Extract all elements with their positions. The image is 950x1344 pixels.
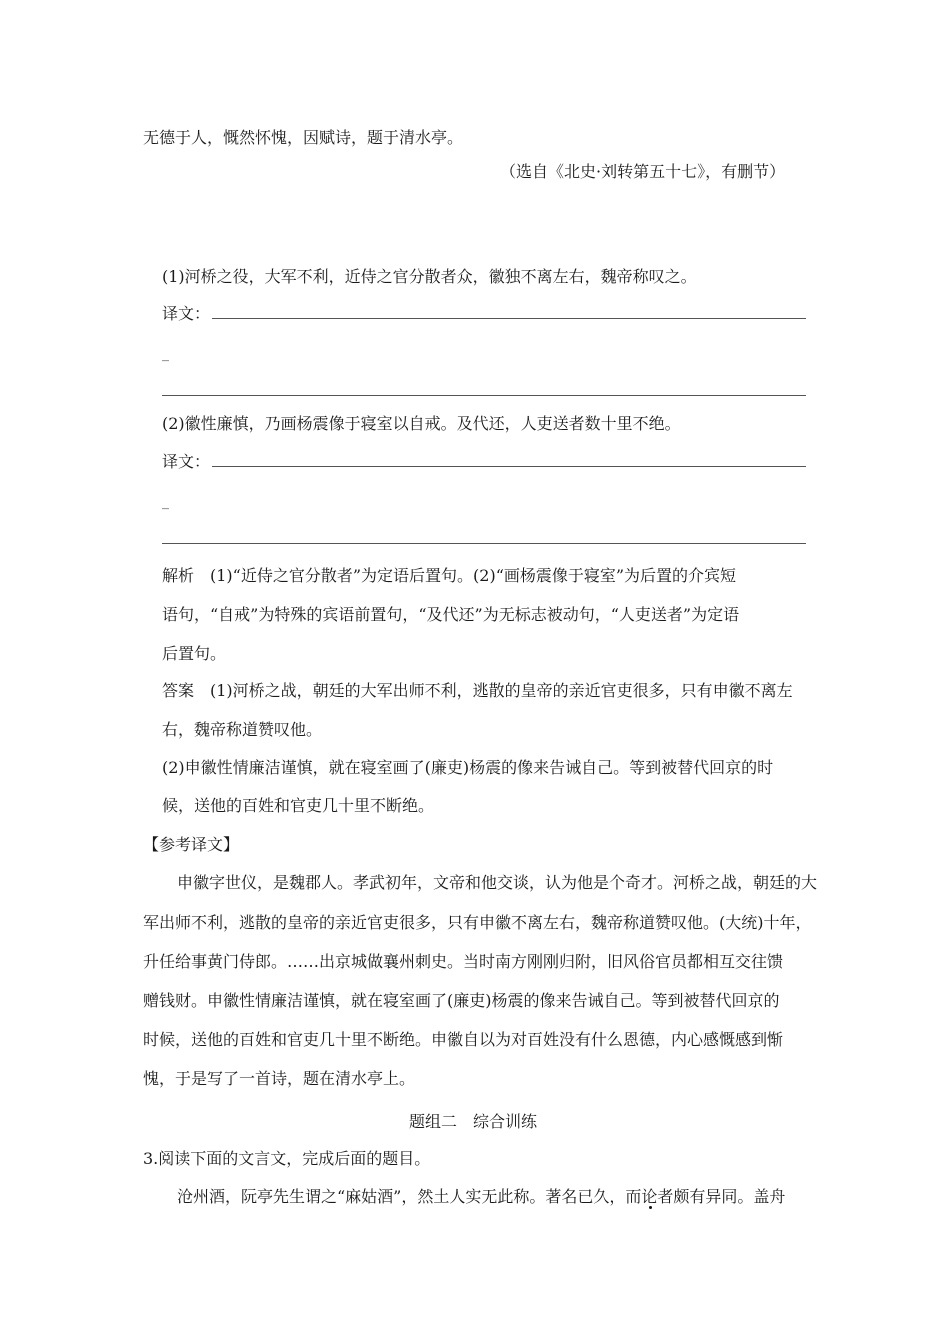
reference-heading: 【参考译文】 bbox=[143, 835, 240, 854]
question-2-prompt: (2)徽性廉慎，乃画杨震像于寝室以自戒。及代还，人吏送者数十里不绝。 bbox=[162, 414, 681, 433]
question-1-prompt: (1)河桥之役，大军不利，近侍之官分散者众，徽独不离左右，魏帝称叹之。 bbox=[162, 267, 697, 286]
answer-line-text: 答案 (1)河桥之战，朝廷的大军出师不利，逃散的皇帝的亲近官吏很多，只有申徽不离左 bbox=[162, 681, 793, 700]
reference-line: 申徽字世仪，是魏郡人。孝武初年，文帝和他交谈，认为他是个奇才。河桥之战，朝廷的大 bbox=[177, 873, 818, 892]
answer-line-text: 候，送他的百姓和官吏几十里不断绝。 bbox=[162, 796, 435, 815]
passage-line: 无德于人，慨然怀愧，因赋诗，题于清水亭。 bbox=[143, 128, 464, 147]
line-continuation-mark: _ bbox=[162, 346, 169, 362]
section-title: 题组二 综合训练 bbox=[409, 1112, 538, 1131]
translation-label: 译文： bbox=[162, 304, 211, 323]
answer-line[interactable] bbox=[162, 395, 806, 396]
answer-line[interactable] bbox=[162, 543, 806, 544]
question-3-prompt: 3.阅读下面的文言文，完成后面的题目。 bbox=[143, 1149, 431, 1168]
reference-line: 升任给事黄门侍郎。……出京城做襄州刺史。当时南方刚刚归附，旧风俗官员都相互交往馈 bbox=[143, 952, 784, 971]
analysis-line: 解析 (1)“近侍之官分散者”为定语后置句。(2)“画杨震像于寝室”为后置的介宾短 bbox=[162, 566, 737, 585]
emphasis-dot bbox=[649, 1206, 652, 1209]
analysis-line: 后置句。 bbox=[162, 644, 227, 663]
line-continuation-mark: _ bbox=[162, 494, 169, 510]
reference-line: 赠钱财。申徽性情廉洁谨慎，就在寝室画了(廉吏)杨震的像来告诫自己。等到被替代回京的 bbox=[143, 991, 780, 1010]
answer-line[interactable] bbox=[212, 466, 806, 467]
answer-line[interactable] bbox=[212, 318, 806, 319]
source-citation: （选自《北史·刘转第五十七》，有删节） bbox=[500, 162, 786, 181]
passage-line: 沧州酒，阮亭先生谓之“麻姑酒”，然土人实无此称。著名已久，而论者颇有异同。盖舟 bbox=[177, 1187, 786, 1206]
answer-line-text: (2)申徽性情廉洁谨慎，就在寝室画了(廉吏)杨震的像来告诫自己。等到被替代回京的时 bbox=[162, 758, 774, 777]
reference-line: 愧，于是写了一首诗，题在清水亭上。 bbox=[143, 1069, 416, 1088]
reference-line: 军出师不利，逃散的皇帝的亲近官吏很多，只有申徽不离左右，魏帝称道赞叹他。(大统)十年， bbox=[143, 913, 812, 932]
analysis-line: 语句，“自戒”为特殊的宾语前置句，“及代还”为无标志被动句，“人吏送者”为定语 bbox=[162, 605, 740, 624]
reference-line: 时候，送他的百姓和官吏几十里不断绝。申徽自以为对百姓没有什么恩德，内心感慨感到惭 bbox=[143, 1030, 784, 1049]
answer-line-text: 右，魏帝称道赞叹他。 bbox=[162, 720, 323, 739]
translation-label: 译文： bbox=[162, 452, 211, 471]
